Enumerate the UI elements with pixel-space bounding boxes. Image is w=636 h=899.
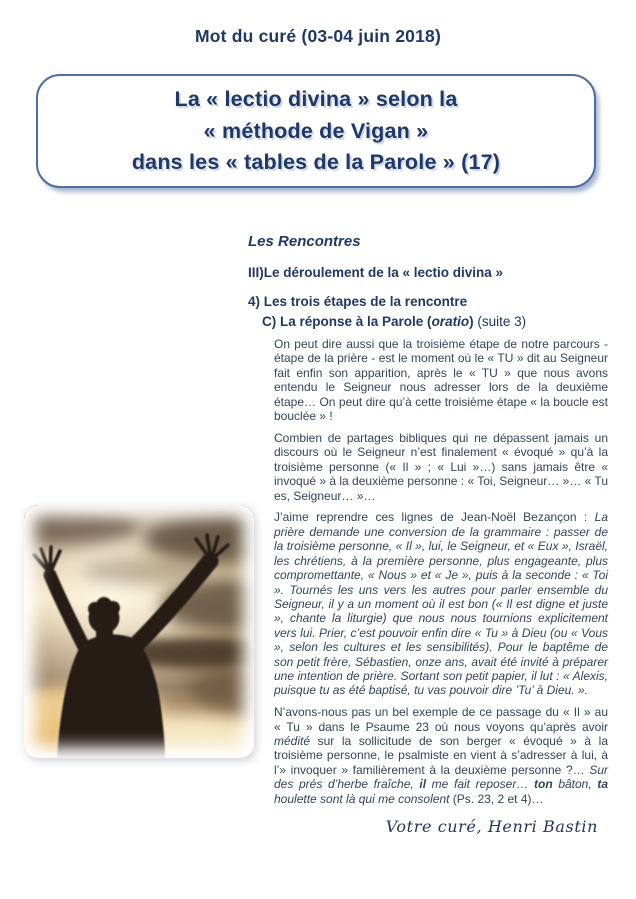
paragraph-partages-bibliques xyxy=(274,431,608,503)
text-run: ton xyxy=(534,777,553,792)
paragraph-citation-bezancon xyxy=(274,510,608,697)
text-run: il xyxy=(419,777,427,792)
text-run: C) La réponse à la Parole ( xyxy=(262,314,432,329)
text-run: me fait reposer… xyxy=(426,777,535,792)
text-run: sur la sollicitude de son berger « évoqué » à la troisième personne, le psalmiste en vient à s’adresser à lui, à l’» invoquer » familièrement à la deuxième personne ?… xyxy=(274,734,608,777)
heading-reponse-a-la-parole xyxy=(262,314,526,329)
title-line-2: « méthode de Vigan » xyxy=(203,118,429,143)
text-run: La prière demande une conversion de la grammaire : passer de la troisième personne, « Il », lui, le Seigneur, et « Eux », Israël, les chrétiens, à la première personne, plus engageante, plus compromettante, « Nous » et « Je », puis à la seconde : « Toi ». Tournés les uns vers les autres pour parler ensemble du Seigneur, il y a un moment où il est bon (« Il est digne et juste », chante la liturgie) que nous nous tournions explicitement vers lui. Prier, c’est pouvoir enfin dire « Tu » à Dieu (ou « Vous », selon les cultures et les sensibilités). Pour le baptême de son petit frère, Sébastien, onze ans, avait été invité à préparer une intention de prière. Sortant son petit papier, il lut : « Alexis, puisque tu as été baptisé, tu vas pouvoir dire ’Tu’ à Dieu. ». xyxy=(274,510,608,698)
text-run: oratio xyxy=(431,314,470,329)
praise-photo-illustration xyxy=(24,505,254,758)
heading-deroulement-lectio-divina: III)Le déroulement de la « lectio divina » xyxy=(248,265,504,280)
title-box xyxy=(36,74,596,188)
text-run: ta xyxy=(597,777,609,792)
text-run: médité xyxy=(274,734,311,749)
heading-trois-etapes: 4) Les trois étapes de la rencontre xyxy=(248,294,468,309)
paragraph-troisieme-etape xyxy=(274,337,608,423)
title-line-1: La « lectio divina » selon la xyxy=(174,86,458,111)
text-run: ) xyxy=(469,314,478,329)
title-line-3: dans les « tables de la Parole » (17) xyxy=(131,150,501,175)
text-run: bâton, xyxy=(552,777,598,792)
section-heading-les-rencontres: Les Rencontres xyxy=(248,233,361,250)
text-run: N’avons-nous pas un bel exemple de ce passage du « Il » au « Tu » dans le Psaume 23 où nous voyons qu’après avoir xyxy=(274,705,608,734)
text-run: Combien de partages bibliques qui ne dépassent jamais un discours où le Seigneur n’est finalement « évoqué » qu’à la troisième personne (« Il » ; « Lui »…) sans jamais être « invoqué » à la deuxième personne : « Toi, Seigneur… »… « Tu es, Seigneur… »… xyxy=(274,430,608,503)
man-praising-sunset-photo xyxy=(24,505,254,758)
text-run: On peut dire aussi que la troisième étape de notre parcours - étape de la prière - est le moment où le « TU » dit au Seigneur fait enfin son apparition, après le « TU » que nous avons entendu le Seigneur nous adresser lors de la deuxième étape… On peut dire qu’à cette troisième étape « la boucle est bouclée » ! xyxy=(274,337,608,424)
body-text-column xyxy=(274,337,608,814)
paragraph-psaume-23 xyxy=(274,705,608,806)
text-run: (Ps. 23, 2 et 4)… xyxy=(449,791,544,806)
text-run: Sur des prés d’herbe fraîche, xyxy=(274,762,608,792)
text-run: J’aime reprendre ces lignes de Jean-Noël Bezançon : xyxy=(274,510,595,525)
text-run: (suite 3) xyxy=(477,314,527,329)
signature-votre-cure: Votre curé, Henri Bastin xyxy=(385,817,598,836)
page-title: Mot du curé (03-04 juin 2018) xyxy=(195,26,441,46)
text-run: houlette sont là qui me consolent xyxy=(274,791,450,806)
